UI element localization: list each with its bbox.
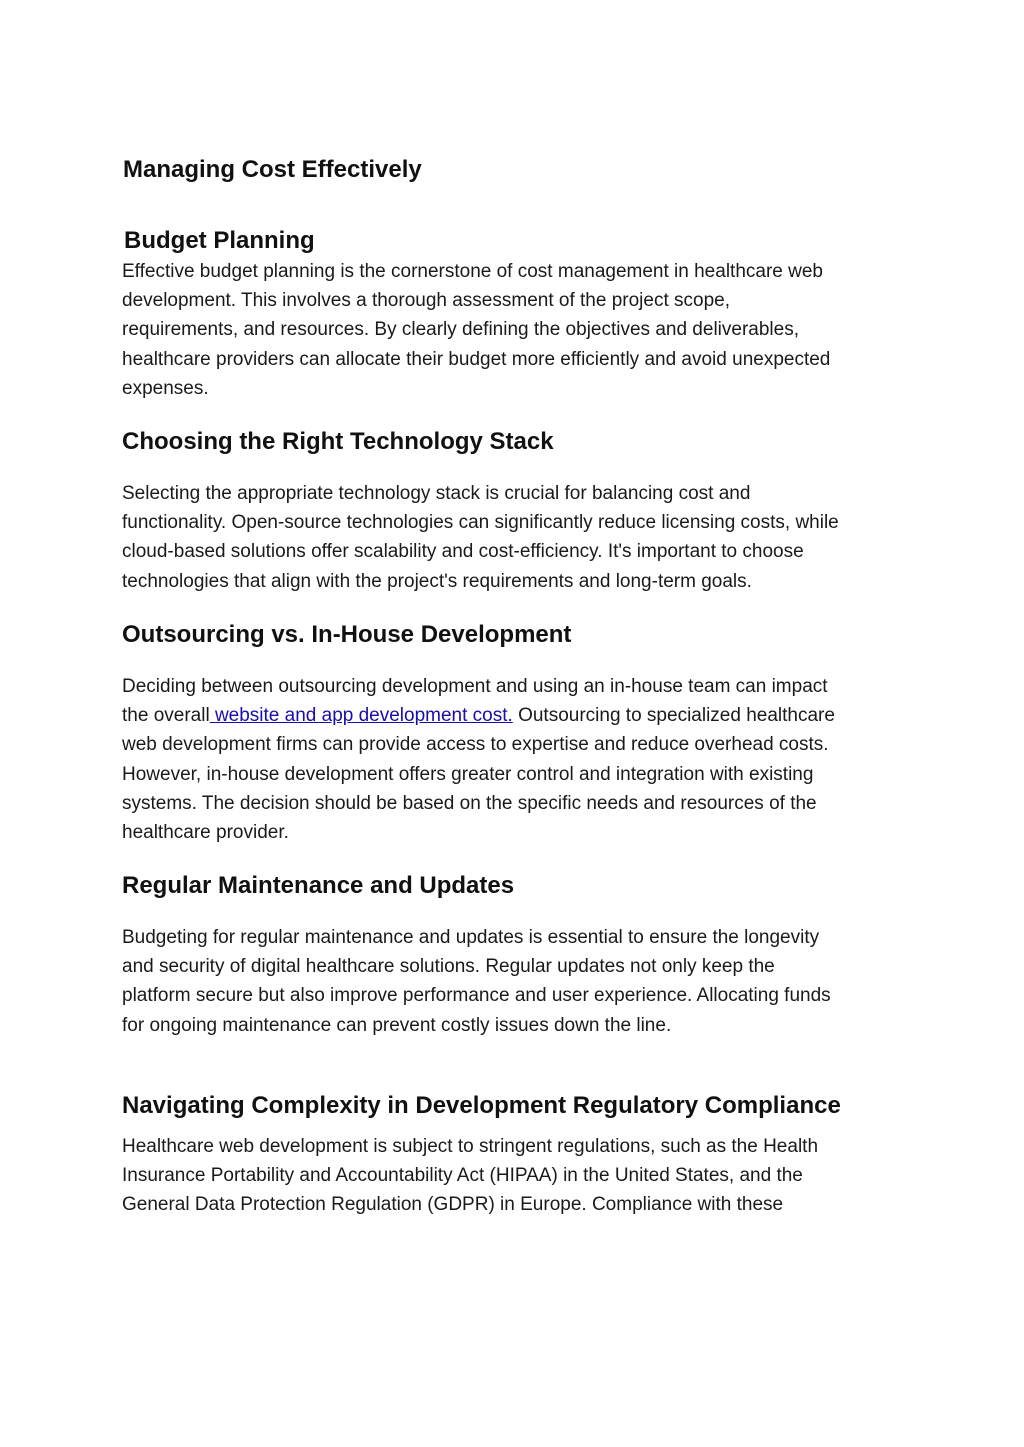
section-body-budget-planning xyxy=(122,257,912,403)
section-body-regulatory-compliance xyxy=(122,1132,912,1220)
section-body-technology-stack xyxy=(122,479,912,596)
section-heading-regulatory-compliance: Navigating Complexity in Development Regulatory Compliance xyxy=(122,1092,841,1119)
text-line: systems. The decision should be based on the specific needs and resources of the xyxy=(122,792,817,814)
text-line: healthcare provider. xyxy=(122,822,289,844)
text-line: development. This involves a thorough assessment of the project scope, xyxy=(122,290,730,312)
text-line: Deciding between outsourcing development and using an in-house team can impact xyxy=(122,676,828,697)
text-line: Selecting the appropriate technology stack is crucial for balancing cost and xyxy=(122,483,751,504)
text-fragment: Outsourcing to specialized healthcare xyxy=(512,705,835,727)
text-line: technologies that align with the project's requirements and long-term goals. xyxy=(122,570,752,592)
text-line: General Data Protection Regulation (GDPR) in Europe. Compliance with these xyxy=(122,1194,784,1216)
text-line: web development firms can provide access to expertise and reduce overhead costs. xyxy=(122,734,829,756)
text-line: platform secure but also improve performance and user experience. Allocating funds xyxy=(122,985,831,1007)
text-line: expenses. xyxy=(122,377,209,399)
section-body-maintenance xyxy=(122,923,912,1040)
text-line: and security of digital healthcare solutions. Regular updates not only keep the xyxy=(122,956,775,978)
text-fragment: the overall xyxy=(122,705,210,727)
text-line: Insurance Portability and Accountability Act (HIPAA) in the United States, and the xyxy=(122,1165,803,1187)
page-title: Managing Cost Effectively xyxy=(123,156,422,183)
text-line xyxy=(122,701,912,730)
text-line: Effective budget planning is the cornerstone of cost management in healthcare web xyxy=(122,261,823,282)
development-cost-link[interactable]: website and app development cost. xyxy=(209,705,513,727)
text-line: However, in-house development offers greater control and integration with existing xyxy=(122,763,814,785)
section-heading-outsourcing: Outsourcing vs. In-House Development xyxy=(122,621,572,648)
section-heading-technology-stack: Choosing the Right Technology Stack xyxy=(122,428,554,455)
text-line: functionality. Open-source technologies can significantly reduce licensing costs, while xyxy=(122,512,839,534)
section-body-outsourcing xyxy=(122,672,912,847)
text-line: for ongoing maintenance can prevent costly issues down the line. xyxy=(122,1014,672,1036)
text-line: requirements, and resources. By clearly defining the objectives and deliverables, xyxy=(122,319,799,341)
text-line: healthcare providers can allocate their budget more efficiently and avoid unexpected xyxy=(122,348,831,370)
text-line: Healthcare web development is subject to stringent regulations, such as the Health xyxy=(122,1136,819,1157)
text-line: Budgeting for regular maintenance and updates is essential to ensure the longevity xyxy=(122,927,820,948)
text-line: cloud-based solutions offer scalability and cost-efficiency. It's important to choose xyxy=(122,541,804,563)
section-heading-maintenance: Regular Maintenance and Updates xyxy=(122,872,515,899)
section-heading-budget-planning: Budget Planning xyxy=(124,227,315,254)
